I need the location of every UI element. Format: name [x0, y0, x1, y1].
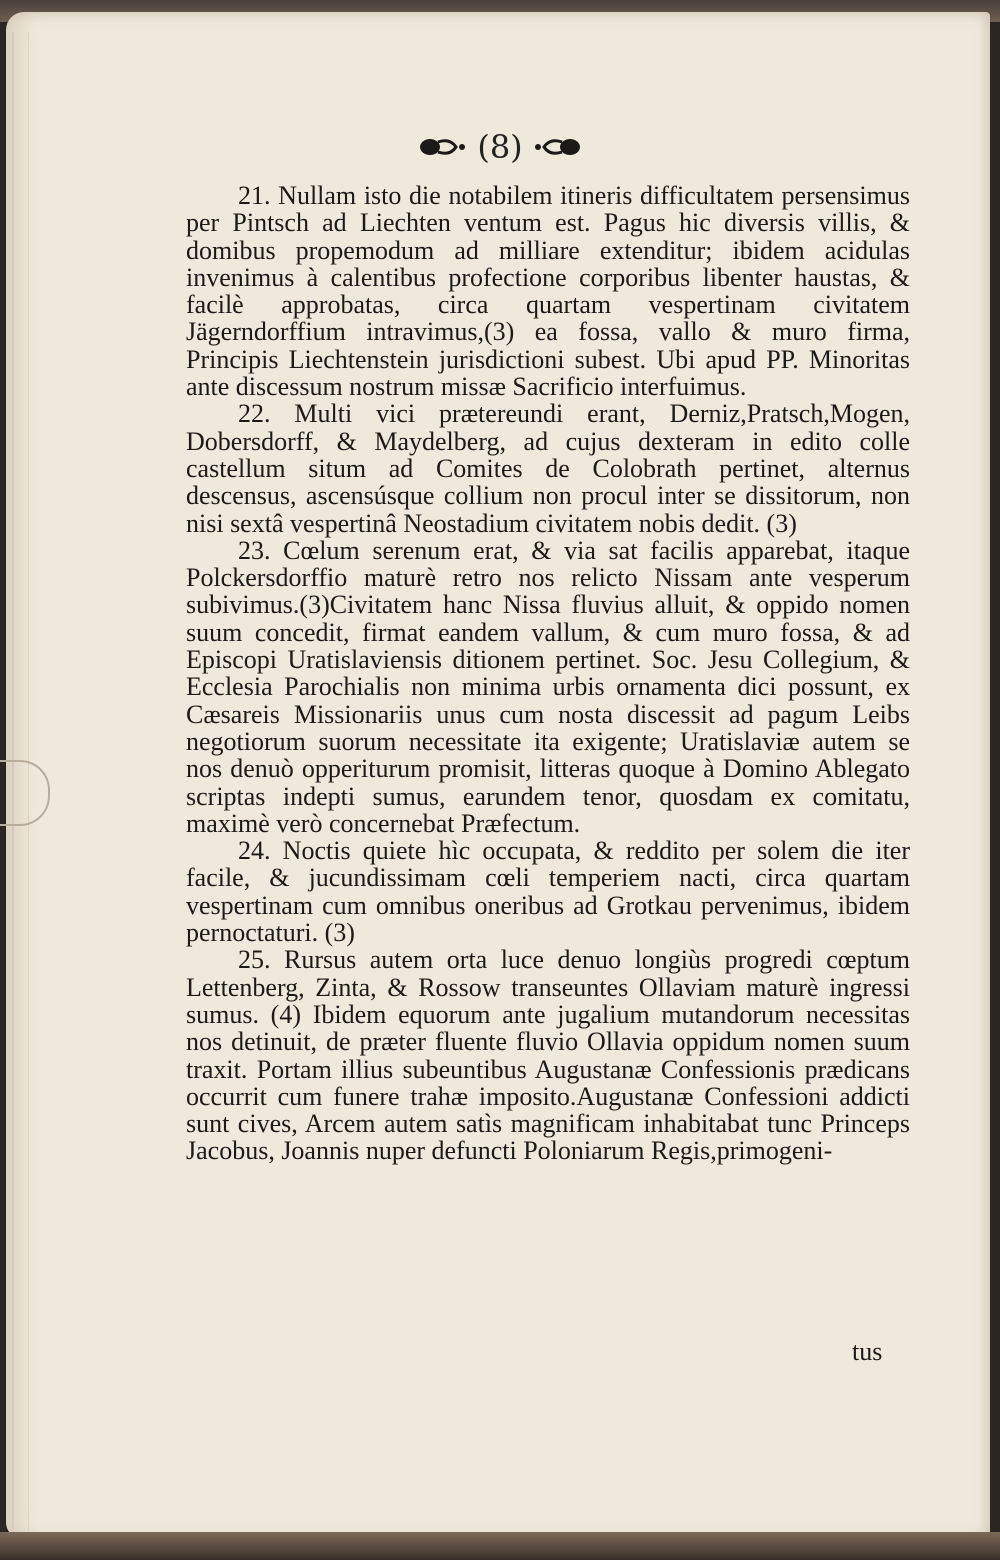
paragraph-25: 25. Rursus autem orta luce denuo longiùs progredi cœptum Lettenberg, Zinta, & Rossow transeuntes Ollaviam maturè ingressi sumus. (4) Ibidem equorum ante jugalium mutandorum necessitas nos detinuit, de præter fluente fluvio Ollavia oppidum nomen suum traxit. Portam illius subeuntibus Augustanæ Confessionis prædicans occurrit cum funere trahæ imposito.Augustanæ Confessioni addicti sunt cives, Arcem autem satìs magnificam inhabitabat tunc Princeps Jacobus, Joannis nuper defuncti Poloniarum Regis,primogeni- [186, 945, 910, 1166]
right-ornament-icon [532, 136, 584, 158]
page-header [0, 128, 1000, 166]
catchword: tus [852, 1337, 883, 1366]
book-edge-bottom [0, 1532, 1000, 1560]
paragraph-22: 22. Multi vici prætereundi erant, Derniz,Pratsch,Mogen, Dobersdorff, & Maydelberg, ad cujus dexteram in edito colle castellum situm ad Comites de Colobrath pertinet, alternus descensus, ascensúsque collium non procul inter se dissitorum, non nisi sextâ vespertinâ Neostadium civitatem nobis dedit. (3) [186, 399, 910, 538]
page-number: (8) [477, 128, 523, 166]
paragraph-24: 24. Noctis quiete hìc occupata, & reddito per solem die iter facile, & jucundissimam cœli temperiem nacti, circa quartam vespertinam cum omnibus oneribus ad Grotkau pervenimus, ibidem pernoctaturi. (3) [186, 836, 910, 948]
paragraph-23: 23. Cœlum serenum erat, & via sat facilis apparebat, itaque Polckersdorffio maturè retro nos relicto Nissam ante vesperum subivimus.(3)Civitatem hanc Nissa fluvius alluit, & oppido nomen suum concedit, firmat eandem vallum, & cum muro fossa, & ad Episcopi Uratislaviensis ditionem pertinet. Soc. Jesu Collegium, & Ecclesia Parochialis non minima urbis ornamenta dici possunt, ex Cæsareis Missionariis unus cum nosta discessit ad pagum Leibs negotiorum suorum necessitate ita exigente; Uratislaviæ autem se nos denuò opperiturum promisit, litteras quoque à Domino Ablegato scriptas indepti sumus, earundem tenor, quosdam ex comitatu, maximè verò concernebat Præfectum. [186, 535, 910, 838]
left-ornament-icon [416, 136, 468, 158]
paragraph-21: 21. Nullam isto die notabilem itineris difficultatem persensimus per Pintsch ad Liechten ventum est. Pagus hic diversis villis, & domibus propemodum ad milliare extenditur; ibidem acidulas invenimus à calentibus profectione corporibus libenter haustas, & facilè approbatas, circa quartam vespertinam civitatem Jägerndorffium intravimus,(3) ea fossa, vallo & muro firma, Principis Liechtenstein jurisdictioni subest. Ubi apud PP. Minoritas ante discessum nostrum missæ Sacrificio interfuimus. [186, 181, 910, 402]
body-text [186, 182, 910, 1165]
